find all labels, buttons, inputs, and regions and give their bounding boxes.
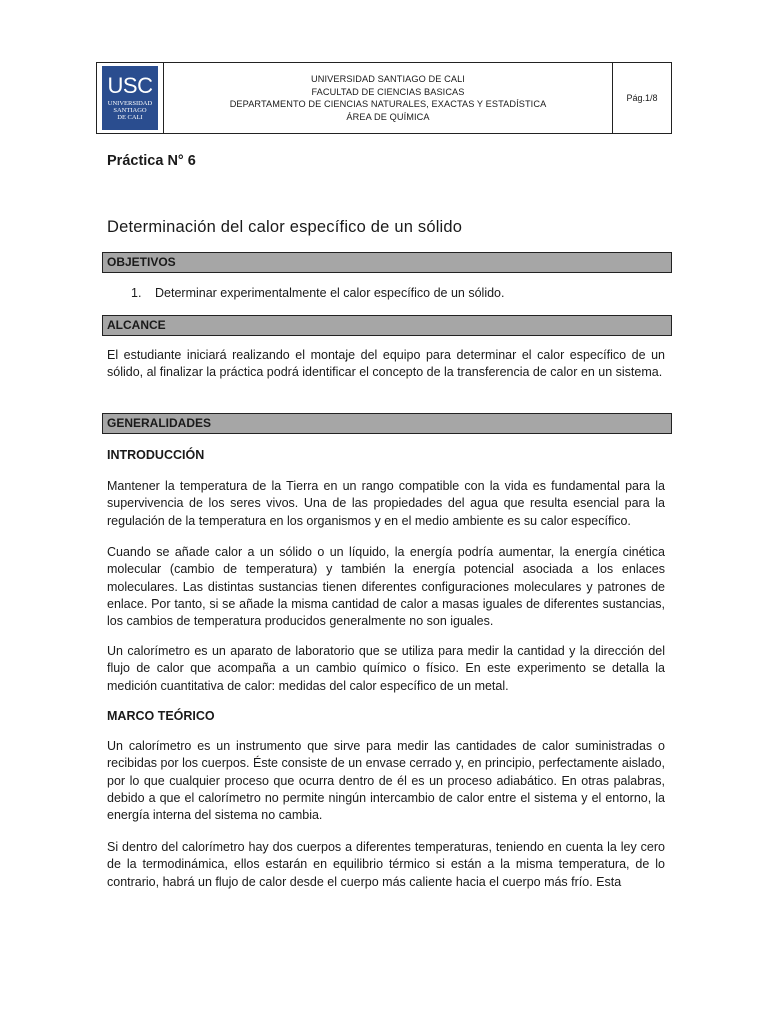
intro-paragraph-2: Cuando se añade calor a un sólido o un líquido, la energía podría aumentar, la energía cinética molecular (cambio de temperatura) y también la energía potencial asociada a los enlaces moleculares. Las distintas sustancias tienen diferentes configuraciones moleculares y patrones de enlace. Por tanto, si se añade la misma cantidad de calor a masas iguales de diferentes sustancias, los cambios de temperatura producidos generalmente no son iguales. (107, 545, 665, 629)
alcance-paragraph: El estudiante iniciará realizando el montaje del equipo para determinar el calor específico de un sólido, al finalizar la práctica podrá identificar el concepto de la transferencia de calor en un sistema. (107, 348, 665, 380)
logo-sub2: SANTIAGO (113, 106, 147, 114)
objective-item (131, 286, 504, 300)
document-header (96, 62, 672, 134)
logo-cell (97, 63, 164, 133)
marco-teorico-heading: MARCO TEÓRICO (107, 709, 215, 723)
logo-text: USC (107, 72, 153, 98)
introduccion-heading: INTRODUCCIÓN (107, 448, 205, 462)
practice-title: Práctica N° 6 (107, 153, 196, 169)
objective-number: 1. (131, 286, 142, 300)
page-number: Pág.1/8 (612, 63, 671, 133)
header-line-department: DEPARTAMENTO DE CIENCIAS NATURALES, EXACTAS Y ESTADÍSTICA (229, 99, 547, 109)
header-line-university: UNIVERSIDAD SANTIAGO DE CALI (311, 74, 465, 84)
document-title: Determinación del calor específico de un sólido (107, 218, 463, 236)
intro-paragraph-1: Mantener la temperatura de la Tierra en un rango compatible con la vida es fundamental para la supervivencia de los seres vivos. Una de las propiedades del agua que resulta esencial para la regulación de la temperatura en los organismos y en el medio ambiente es su calor específico. (107, 479, 665, 528)
marco-paragraph-2: Si dentro del calorímetro hay dos cuerpos a diferentes temperaturas, teniendo en cuenta la ley cero de la termodinámica, ellos estarán en equilibrio térmico si están a la misma temperatura, de lo contrario, habrá un flujo de calor desde el cuerpo más caliente hacia el cuerpo más frío. Esta (107, 840, 665, 889)
logo-subtext (108, 100, 152, 121)
header-line-faculty: FACULTAD DE CIENCIAS BASICAS (311, 86, 465, 97)
logo-sub1: UNIVERSIDAD (107, 99, 153, 107)
header-institution (164, 63, 612, 133)
objective-text: Determinar experimentalmente el calor específico de un sólido. (155, 286, 505, 300)
logo-sub3: DE CALI (117, 114, 143, 122)
university-logo (102, 66, 158, 130)
intro-paragraph-3: Un calorímetro es un aparato de laboratorio que se utiliza para medir la cantidad y la dirección del flujo de calor que acompaña a un cambio químico o físico. En este experimento se detalla la medición cuantitativa de calor: medidas del calor específico de un metal. (107, 644, 665, 693)
header-line-area: ÁREA DE QUÍMICA (346, 111, 430, 122)
marco-paragraph-1: Un calorímetro es un instrumento que sirve para medir las cantidades de calor suministradas o recibidas por los cuerpos. Éste consiste de un envase cerrado y, en principio, perfectamente aislado, por lo que cualquier proceso que ocurra dentro de él es un proceso adiabático. En otras palabras, debido a que el calorímetro no permite ningún intercambio de calor entre el sistema y el entorno, la energía interna del sistema no cambia. (107, 739, 665, 823)
section-objetivos: OBJETIVOS (102, 252, 672, 273)
section-alcance: ALCANCE (102, 315, 672, 336)
section-generalidades: GENERALIDADES (102, 413, 672, 434)
